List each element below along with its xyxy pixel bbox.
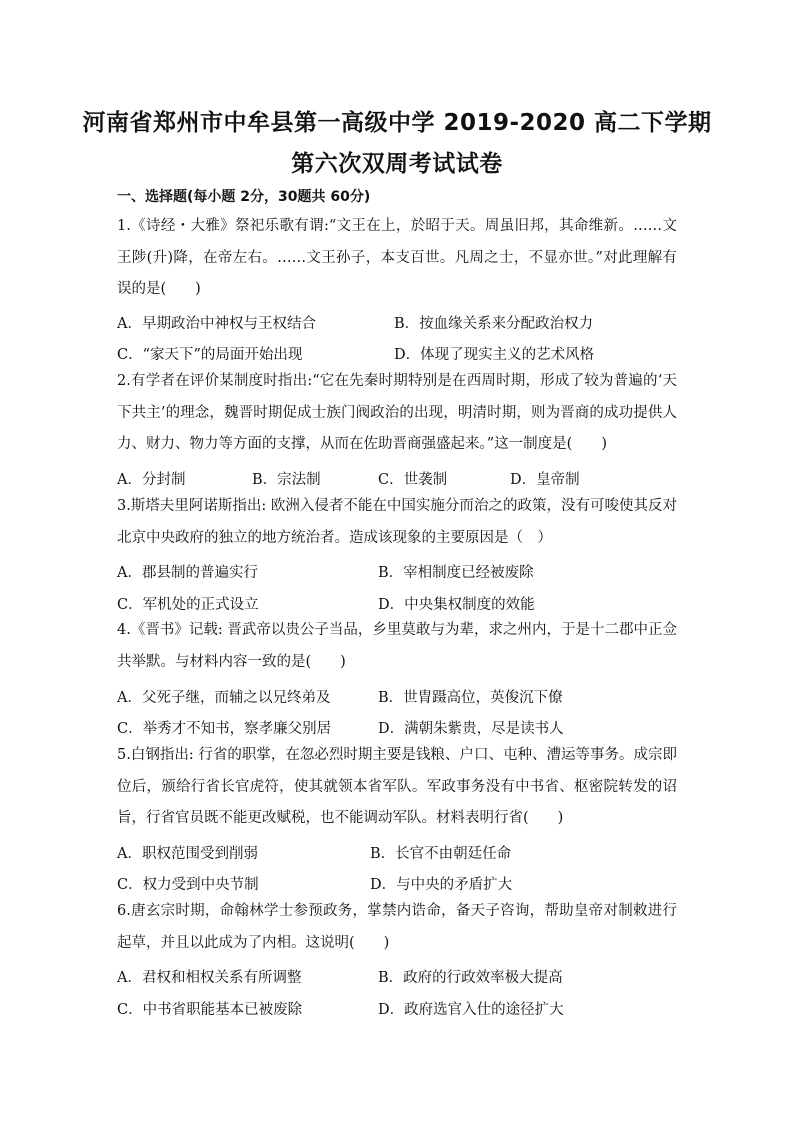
page-title-line-2: 第六次双周考试试卷 [291, 151, 503, 177]
question-4-option-c: C．举秀才不知书，察孝廉父别居 [117, 721, 332, 737]
question-1-option-c: C．“家天下”的局面开始出现 [117, 347, 303, 363]
question-1-option-a: A．早期政治中神权与王权结合 [117, 316, 316, 332]
question-5-option-c: C．权力受到中央节制 [117, 877, 259, 893]
question-6-option-a: A．君权和相权关系有所调整 [117, 970, 302, 986]
question-4-option-b: B．世胄蹑高位，英俊沉下僚 [378, 690, 563, 706]
question-5-option-a: A．职权范围受到削弱 [117, 846, 258, 862]
question-5-stem: 5.白钢指出: 行省的职掌，在忽必烈时期主要是钱粮、户口、屯种、漕运等事务。成宗即位后，颁给行省长官虎符，使其就领本省军队。军政事务没有中书省、枢密院转发的诏旨，行省官员既不能更改赋税，也不能调动军队。材料表明行省( ) [117, 747, 677, 826]
question-2-option-b: B．宗法制 [252, 472, 321, 488]
question-2-stem: 2.有学者在评价某制度时指出:“它在先秦时期特别是在西周时期，形成了较为普遍的‘天下共主’的理念，魏晋时期促成士族门阀政治的出现，明清时期，则为晋商的成功提供人力、财力、物力等方面的支撑，从而在佐助晋商强盛起来。”这一制度是( ) [117, 373, 677, 452]
page-title-line-1: 河南省郑州市中牟县第一高级中学 2019-2020 高二下学期 [82, 110, 712, 136]
question-6-stem: 6.唐玄宗时期，命翰林学士参预政务，掌禁内诰命，备天子咨询，帮助皇帝对制敕进行起草，并且以此成为了内相。这说明( ) [117, 903, 677, 951]
question-3-option-b: B．宰相制度已经被废除 [378, 565, 534, 581]
question-3-option-a: A．郡县制的普遍实行 [117, 565, 258, 581]
question-4-option-a: A．父死子继，而辅之以兄终弟及 [117, 690, 331, 706]
question-1-option-b: B．按血缘关系来分配政治权力 [394, 316, 594, 332]
question-2-option-a: A．分封制 [117, 472, 186, 488]
question-6-option-b: B．政府的行政效率极大提高 [378, 970, 563, 986]
question-6-option-c: C．中书省职能基本已被废除 [117, 1002, 303, 1018]
question-2-option-c: C．世袭制 [378, 472, 448, 488]
section-heading: 一、选择题(每小题 2分，30题共 60分) [117, 189, 371, 205]
question-1-stem: 1.《诗经・大雅》祭祀乐歌有谓:“文王在上，於昭于天。周虽旧邦，其命维新。……文王陟(升)降，在帝左右。……文王孙子，本支百世。凡周之士，不显亦世。”对此理解有误的是( ) [117, 218, 677, 297]
question-4-option-d: D．满朝朱紫贵，尽是读书人 [378, 721, 564, 737]
question-5-option-b: B．长官不由朝廷任命 [370, 846, 512, 862]
question-6-option-d: D．政府选官入仕的途径扩大 [378, 1002, 564, 1018]
question-4-stem: 4.《晋书》记载: 晋武帝以贵公子当品，乡里莫敢与为辈，求之州内，于是十二郡中正佥共举默。与材料内容一致的是( ) [117, 622, 677, 670]
question-1-option-d: D．体现了现实主义的艺术风格 [394, 347, 595, 363]
question-2-option-d: D．皇帝制 [510, 472, 580, 488]
question-3-option-c: C．军机处的正式设立 [117, 597, 259, 613]
question-5-option-d: D．与中央的矛盾扩大 [370, 877, 513, 893]
question-3-option-d: D．中央集权制度的效能 [378, 597, 535, 613]
question-3-stem: 3.斯塔夫里阿诺斯指出: 欧洲入侵者不能在中国实施分而治之的政策，没有可唆使其反对北京中央政府的独立的地方统治者。造成该现象的主要原因是（ ） [117, 498, 677, 546]
